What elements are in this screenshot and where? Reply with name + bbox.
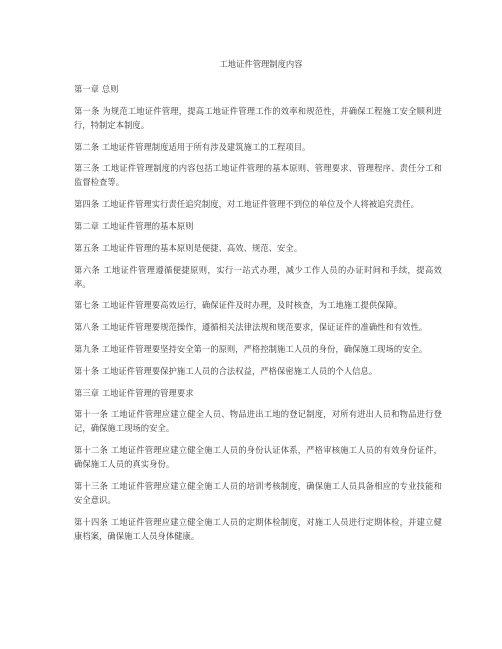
chapter-heading: 第一章 总则	[74, 84, 119, 94]
article-paragraph: 第十一条 工地证件管理应建立健全人员、物品进出工地的登记制度，对所有进出人员和物品进行登记，确保施工现场的安全。	[74, 409, 442, 434]
article-paragraph: 第七条 工地证件管理要高效运行，确保证件及时办理，及时核查，为工地施工提供保障。	[74, 300, 403, 311]
article-paragraph: 第十三条 工地证件管理应建立健全施工人员的培训考核制度，确保施工人员具备相应的专业技能和安全意识。	[74, 480, 442, 505]
chapter-heading: 第二章 工地证件管理的基本原则	[74, 220, 194, 231]
document-title: 工地证件管理制度内容	[219, 59, 303, 69]
document-body	[74, 82, 442, 543]
chapter-heading: 第三章 工地证件管理的管理要求	[74, 387, 194, 398]
article-paragraph: 第九条 工地证件管理要坚持安全第一的原则，严格控制施工人员的身份，确保施工现场的安全。	[74, 343, 428, 354]
article-paragraph: 第一条 为规范工地证件管理，提高工地证件管理工作的效率和规范性，并确保工程施工安全顺利进行，特制定本制度。	[74, 105, 442, 130]
article-paragraph: 第十条 工地证件管理要保护施工人员的合法权益，严格保密施工人员的个人信息。	[74, 365, 378, 376]
article-paragraph: 第八条 工地证件管理要规范操作，遵循相关法律法规和规范要求，保证证件的准确性和有效性。	[74, 322, 428, 333]
article-paragraph: 第二条 工地证件管理制度适用于所有涉及建筑施工的工程项目。	[74, 141, 311, 152]
article-paragraph: 第六条 工地证件管理遵循便捷原则，实行一站式办理，减少工作人员的办证时间和手续，提高效率。	[74, 264, 442, 289]
article-paragraph: 第四条 工地证件管理实行责任追究制度，对工地证件管理不到位的单位及个人将被追究责任。	[74, 199, 419, 210]
article-paragraph: 第五条 工地证件管理的基本原则是便捷、高效、规范、安全。	[74, 242, 303, 253]
article-paragraph: 第十四条 工地证件管理应建立健全施工人员的定期体检制度，对施工人员进行定期体检，并建立健康档案，确保施工人员身体健康。	[74, 516, 442, 541]
article-paragraph: 第十二条 工地证件管理应建立健全施工人员的身份认证体系，严格审核施工人员的有效身份证件，确保施工人员的真实身份。	[74, 445, 442, 470]
article-paragraph: 第三条 工地证件管理制度的内容包括工地证件管理的基本原则、管理要求、管理程序、责任分工和监督检查等。	[74, 163, 442, 188]
